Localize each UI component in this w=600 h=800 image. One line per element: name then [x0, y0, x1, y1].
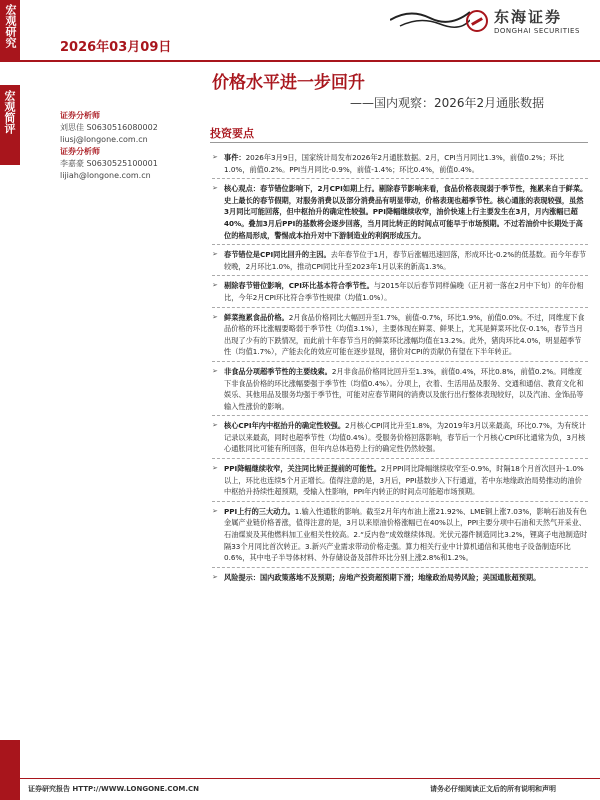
summary-item-text: 2026年3月9日，国家统计局发布2026年2月通胀数据。2月，CPI当月同比1.3%，前值0.2%；环比1.0%，前值0.2%。PPI当月同比-0.9%，前值-1.4%；环比0.4%，前值0.4%。 — [224, 153, 565, 174]
summary-item-text: 剔除春节影响来看，食品价格表现弱于季节性，拖累来自于鲜菜。史上最长的春节假期，对服务消费以及部分消费品有明显带动，价格表现也超季节性。核心通胀的表现较强，虽然3月同比可能回落，但中枢抬升的确定性较强。PPI降幅继续收窄，油价快速上行主要发生在3月，月内涨幅已超40%。叠加3月后PPI的基数将会逐步回落，当月同比转正的时间点可能早于市场预期。不过若油价中长期处于高位的格局形成，警惕成本抬升对中下游制造业的利润形成压力。 — [224, 184, 588, 240]
analyst-list — [60, 110, 190, 182]
summary-item-text: 2月核心CPI同比升至1.8%，为2019年3月以来最高，环比0.7%，为有统计记录以来最高，同时也超季节性（均值0.4%）。受服务价格回落影响，春节后一个月核心CPI环比通常为负，3月核心通胀同比可能有所回落，但年内总体趋势上行的确定性仍然较强。 — [224, 421, 586, 454]
sidebar-category-tab — [0, 85, 20, 165]
summary-item — [212, 183, 588, 241]
company-logo — [466, 6, 580, 35]
bullet-arrow-icon: ➢ — [212, 312, 218, 321]
bullet-arrow-icon: ➢ — [212, 281, 218, 290]
summary-item-text: 1.输入性通胀的影响。截至2月年内布油上涨21.92%、LME铜上涨7.03%，影响石油及有色金属产业链价格普涨，值得注意的是，3月以来原油价格涨幅已在40%以上，PPI主要分项中石油和天然气开采业、石油煤炭及其他燃料加工业相关性较高。2.“反内卷”成效继续体现。光伏元器件制造同比3.2%，锂离子电池制造时隔33个月同比首次转正。3.新兴产业需求带动价格走强。算力相关行业中计算机通信和其他电子设备制造环比0.6%，其中电子半导体材料、外存储设备及部件环比分别上涨2.8%和1.2%。 — [224, 506, 588, 563]
report-title: 价格水平进一步回升 — [212, 73, 365, 93]
summary-bullets — [212, 152, 588, 583]
summary-item — [212, 249, 588, 272]
summary-item — [212, 366, 588, 412]
bullet-separator — [212, 178, 588, 179]
summary-item-lead: 非食品分项超季节性的主要线索。 — [224, 366, 332, 376]
bullet-arrow-icon: ➢ — [212, 506, 218, 515]
analyst-role: 证券分析师 — [60, 147, 100, 156]
bullet-arrow-icon: ➢ — [212, 153, 218, 161]
header-divider — [20, 60, 600, 62]
summary-item-lead: PPI降幅继续收窄，关注同比转正提前的可能性。 — [224, 464, 381, 474]
summary-divider — [210, 142, 588, 143]
summary-item — [212, 463, 588, 498]
analyst-email[interactable]: liusj@longone.com.cn — [60, 135, 148, 144]
summary-item-lead: 事件： — [224, 153, 246, 162]
summary-item-text: 与2015年以后春节同样偏晚（正月初一落在2月中下旬）的年份相比，今年2月CPI环比符合季节性规律（均值1.0%）。 — [224, 281, 584, 302]
report-subtitle: ——国内观察：2026年2月通胀数据 — [350, 96, 545, 110]
sidebar-top-label: 宏观研究 — [4, 4, 17, 48]
analyst-name: 李嘉豪 S0630525100001 — [60, 159, 158, 168]
report-date: 2026年03月09日 — [60, 40, 172, 55]
summary-item-lead: 核心CPI年内中枢抬升的确定性较强。 — [224, 421, 346, 431]
summary-item-lead: 春节错位是CPI同比回升的主因。 — [224, 250, 331, 260]
summary-heading: 投资要点 — [210, 127, 254, 140]
footer-divider — [20, 778, 600, 779]
bullet-arrow-icon: ➢ — [212, 250, 218, 259]
bullet-separator — [212, 567, 588, 568]
bullet-separator — [212, 361, 588, 362]
summary-item-text: 2月食品价格同比大幅回升至1.7%，前值-0.7%，环比1.9%，前值0.0%。不过，同维度下食品价格的环比涨幅要略弱于季节性（均值3.1%），主要体现在鲜菜、鲜果上，尤其是鲜菜环比仅-0.1%，春节当月出现了少有的下跌情况，而此前十年春节当月的鲜菜环比涨幅均值在13.2%。此外，猪肉环比4.0%，明显超季节性（均值1.7%），产能去化的效应可能在逐步显现，猪价对CPI的贡献仍有望在下半年转正。 — [224, 312, 585, 357]
summary-item — [212, 506, 588, 564]
bullet-separator — [212, 307, 588, 308]
summary-item-lead: PPI上行的三大动力。 — [224, 506, 295, 516]
bullet-arrow-icon: ➢ — [212, 184, 218, 193]
sidebar-category-label: 宏观简评 — [3, 90, 16, 134]
summary-item — [212, 280, 588, 303]
analyst-block — [60, 110, 190, 146]
bullet-separator — [212, 244, 588, 245]
logo-en-text: DONGHAI SECURITIES — [494, 27, 580, 35]
bullet-separator — [212, 458, 588, 459]
bullet-arrow-icon: ➢ — [212, 464, 218, 473]
sidebar-bottom-block — [0, 740, 20, 800]
analyst-email[interactable]: lijiah@longone.com.cn — [60, 171, 151, 180]
bullet-separator — [212, 501, 588, 502]
bullet-separator — [212, 415, 588, 416]
risk-warning: 风险提示：国内政策落地不及预期；房地产投资超预期下滑；地缘政治局势风险；美国通胀超预期。 — [224, 572, 541, 582]
summary-item-lead: 核心观点：春节错位影响下，2月CPI如期上行。 — [224, 184, 379, 194]
summary-item-text: 2月非食品价格同比回升至1.3%，前值0.4%，环比0.8%，前值0.2%。同维度下非食品价格的环比涨幅要强于季节性（均值0.4%）。分项上，衣着、生活用品及服务、交通和通信、教育文化和娱乐、其他用品及服务均强于季节性，可能对应春节期间的消费以及旅行出行整体表现较好，以及汽油、金饰品等输入性涨价的影响。 — [224, 366, 584, 411]
bullet-arrow-icon: ➢ — [212, 421, 218, 430]
analyst-block — [60, 146, 190, 182]
summary-item — [212, 420, 588, 455]
analyst-name: 刘思佳 S0630516080002 — [60, 123, 158, 132]
summary-item-lead: 剔除春节错位影响，CPI环比基本符合季节性。 — [224, 281, 374, 291]
logo-mark-icon — [466, 10, 488, 32]
logo-cn-text: 东海证券 — [494, 8, 563, 26]
analyst-role: 证券分析师 — [60, 111, 100, 120]
footer-left-text[interactable]: 证券研究报告 HTTP://WWW.LONGONE.COM.CN — [28, 785, 200, 793]
bullet-separator — [212, 275, 588, 276]
sidebar-research-tab — [0, 0, 20, 62]
summary-item-text: 2月PPI同比降幅继续收窄至-0.9%，时隔18个月首次回升-1.0%以上，环比也连续5个月正增长。值得注意的是，3月后，PPI基数步入下行通道，若中东地缘政治局势推动的油价中枢抬升持续性超预期，受输入性影响，PPI年内转正的时间点可能超市场预期。 — [224, 464, 584, 497]
bullet-arrow-icon: ➢ — [212, 572, 218, 581]
summary-item — [212, 572, 588, 584]
bullet-arrow-icon: ➢ — [212, 366, 218, 375]
wave-decoration-icon — [390, 0, 470, 30]
summary-item-text: 去年春节位于1月，春节后涨幅迅速回落，形成环比-0.2%的低基数。而今年春节较晚，2月环比1.0%，推动CPI同比升至2023年1月以来的新高1.3%。 — [224, 250, 587, 271]
summary-item — [212, 152, 588, 175]
summary-item — [212, 312, 588, 358]
summary-item-lead: 鲜菜拖累食品价格。 — [224, 312, 289, 322]
footer-disclaimer: 请务必仔细阅读正文后的所有说明和声明 — [430, 785, 556, 793]
